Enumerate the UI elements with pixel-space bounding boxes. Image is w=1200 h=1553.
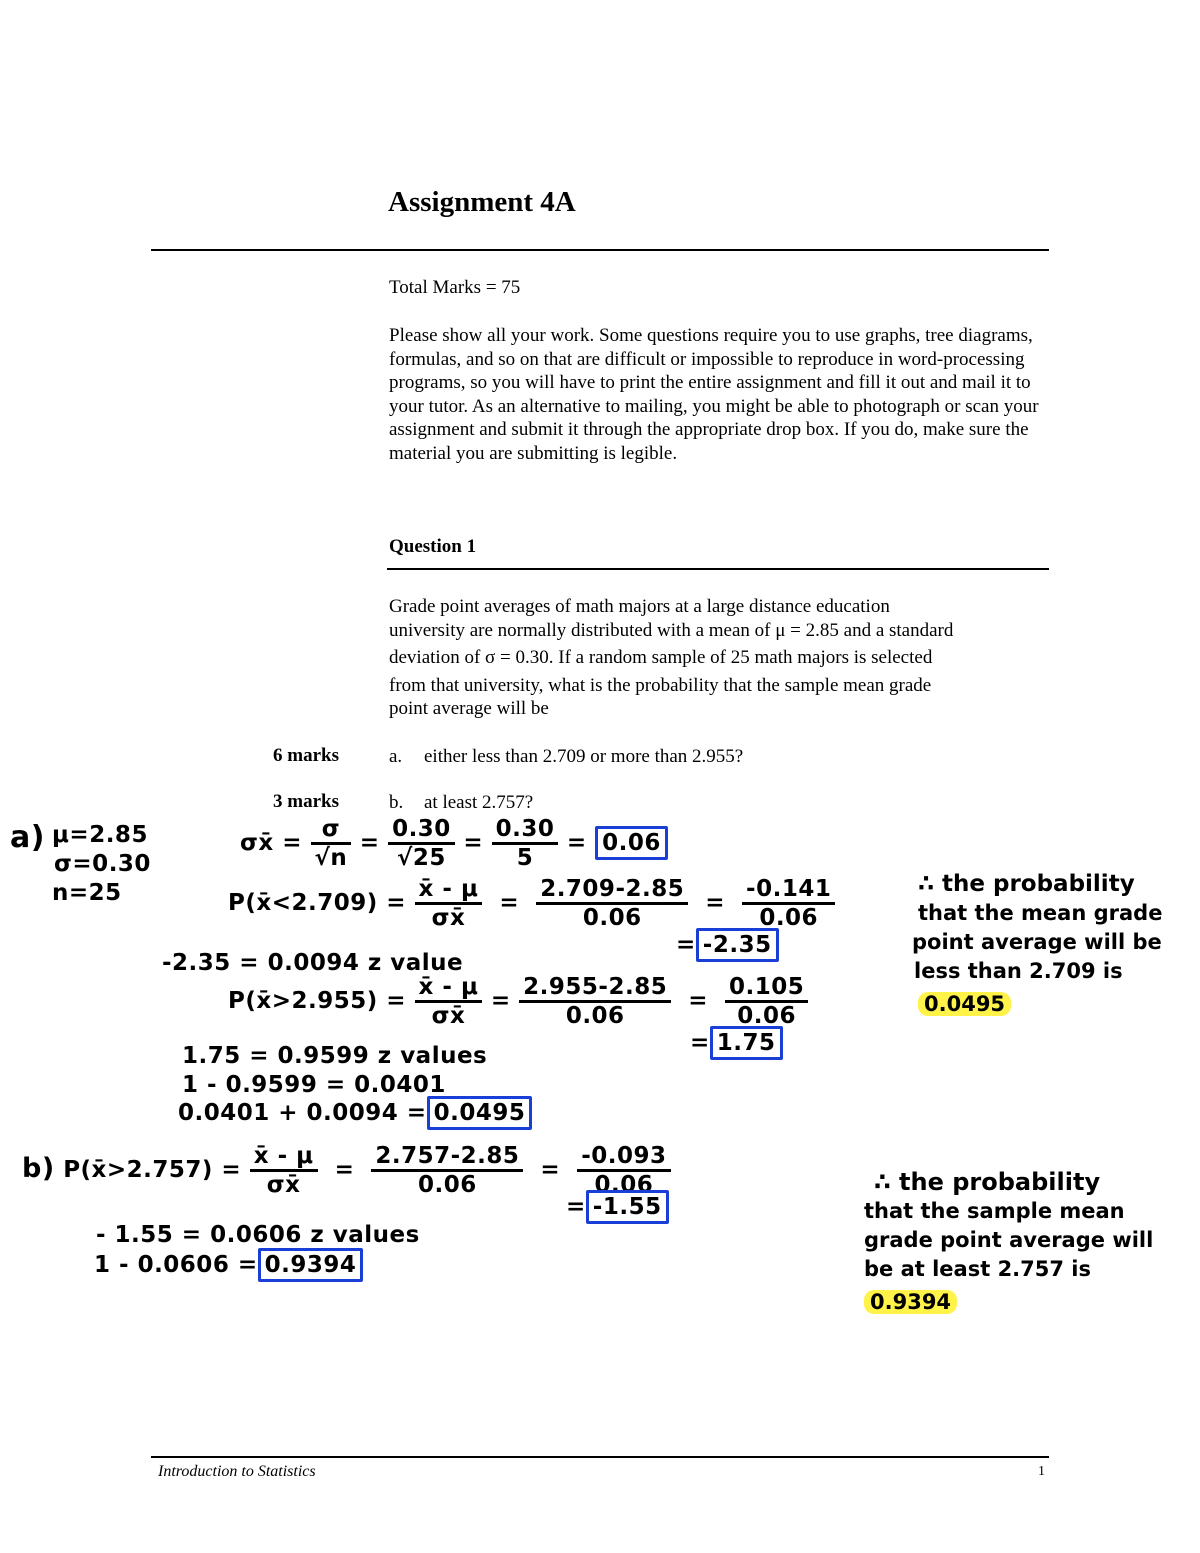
footer-page-number: 1	[1038, 1464, 1045, 1479]
question-line-3: deviation of σ = 0.30. If a random sample of 25 math majors is selected	[389, 647, 933, 668]
part-b-letter: b.	[389, 792, 404, 813]
part-b-text: at least 2.757?	[424, 792, 534, 813]
frac-den: σx̄	[431, 1003, 466, 1029]
hw-pb-line: b) P(x̄>2.757) = $\frac{x̄ - \mu}{\sigma x̄}$ = $\frac{2.757-2.85}{0.06}$ = $\frac{-0.093}{0.06}$	[22, 1143, 671, 1198]
frac-num: 2.955-2.85	[519, 974, 671, 1003]
instructions-paragraph: Please show all your work. Some questions require you to use graphs, tree diagrams, formulas, and so on that are difficult or impossible to reproduce in word-processing programs, so you will have to print the entire assignment and fill it out and mail it to your tutor. As an alternative to mailing, you might be able to photograph or scan your assignment and submit it through the appropriate drop box. If you do, make sure the material you are submitting is legible.	[389, 325, 1039, 464]
hw-zb-line-2	[94, 1252, 363, 1278]
frac-num: -0.093	[577, 1143, 670, 1172]
frac-den: 0.06	[582, 905, 642, 931]
hw-given-n: n=25	[52, 880, 122, 906]
question-heading: Question 1	[389, 536, 477, 557]
hw-sigma-frac-2	[388, 816, 455, 871]
question-line-1: Grade point averages of math majors at a large distance education	[389, 596, 890, 617]
question-line-5: point average will be	[389, 698, 549, 719]
frac-num: 2.757-2.85	[371, 1143, 523, 1172]
hw-a-note-4: less than 2.709 is	[914, 959, 1123, 983]
hw-p2-line: P(x̄>2.955) = $\frac{x̄ - \mu}{\sigma x̄}$ = $\frac{2.955-2.85}{0.06}$ = $\frac{0.105}{0.06}$	[228, 974, 808, 1029]
question-line-4: from that university, what is the probability that the sample mean grade	[389, 674, 932, 696]
hw-z-formula-3	[250, 1143, 318, 1198]
part-a-text: either less than 2.709 or more than 2.955?	[424, 746, 744, 767]
hw-a-note-2: that the mean grade	[918, 901, 1163, 925]
frac-den: 0.06	[737, 1003, 797, 1029]
hw-p1-frac	[536, 876, 688, 931]
hw-a-note-1: ∴ the probability	[918, 871, 1135, 897]
hw-sigma-x-result: 0.06	[595, 826, 668, 860]
hw-p2-result: 1.75	[710, 1026, 783, 1060]
hw-p2-result-line: = 1.75	[690, 1030, 783, 1056]
hw-a-note-answer-row	[918, 990, 1162, 1019]
footer-divider	[151, 1456, 1049, 1458]
hw-z2-line-3	[178, 1100, 532, 1126]
hw-b-note-answer: 0.9394	[864, 1290, 957, 1314]
hw-p1-lhs: P(x̄<2.709) =	[228, 890, 407, 916]
frac-den: 5	[516, 845, 534, 871]
hw-zb-line-2-text: 1 - 0.0606 =	[94, 1252, 258, 1278]
frac-den: 0.06	[759, 905, 819, 931]
hw-p2-frac	[519, 974, 671, 1029]
hw-b-note-answer-row	[864, 1288, 1153, 1317]
part-b-marks: 3 marks	[273, 791, 339, 812]
hw-sigma-frac-1	[311, 816, 352, 871]
frac-num: x̄ - μ	[415, 974, 483, 1003]
total-marks: Total Marks = 75	[389, 277, 521, 298]
hw-p1-result-line: = -2.35	[676, 932, 779, 958]
hw-a-conclusion	[912, 870, 1163, 1019]
frac-den: √25	[397, 845, 446, 871]
hw-given-sigma: σ=0.30	[54, 851, 151, 877]
frac-num: x̄ - μ	[250, 1143, 318, 1172]
question-text	[389, 595, 1049, 721]
frac-num: 0.30	[492, 816, 559, 845]
frac-den: 0.06	[418, 1172, 477, 1198]
hw-sigma-x-lhs: σx̄ =	[240, 830, 303, 856]
question-line-2: university are normally distributed with a mean of μ = 2.85 and a standard	[389, 619, 954, 641]
hw-b-note-2: that the sample mean	[864, 1199, 1125, 1223]
frac-den: σx̄	[431, 905, 466, 931]
hw-b-label: b)	[22, 1153, 55, 1184]
hw-z2-line-2: 1 - 0.9599 = 0.0401	[182, 1072, 446, 1098]
hw-a-note-3: point average will be	[912, 930, 1162, 954]
hw-p1-result: -2.35	[696, 928, 779, 962]
hw-z-formula-2	[415, 974, 483, 1029]
frac-num: -0.141	[742, 876, 835, 905]
hw-b-note-4: be at least 2.757 is	[864, 1257, 1092, 1281]
hw-pb-result-line: = -1.55	[566, 1194, 669, 1220]
hw-p2-res	[725, 974, 808, 1029]
hw-a-note-answer: 0.0495	[918, 992, 1011, 1016]
hw-zb-line-1: - 1.55 = 0.0606 z values	[96, 1222, 420, 1248]
frac-num: σ	[311, 816, 352, 845]
hw-z1-line: -2.35 = 0.0094 z value	[162, 950, 464, 976]
hw-pb-result: -1.55	[586, 1190, 669, 1224]
hw-pb-lhs: P(x̄>2.757) =	[63, 1157, 242, 1183]
hw-b-result: 0.9394	[258, 1248, 364, 1282]
footer-course: Introduction to Statistics	[158, 1463, 316, 1480]
frac-den: 0.06	[594, 1172, 654, 1198]
frac-num: 0.105	[725, 974, 808, 1003]
hw-p1-res	[742, 876, 835, 931]
hw-pb-frac	[371, 1143, 523, 1198]
part-a-letter: a.	[389, 746, 403, 767]
hw-sigma-x-line: σx̄ = $\frac{\sigma}{√n}$ = $\frac{0.30}{√25}$ = $\frac{0.30}{5}$ = 0.06	[240, 816, 668, 871]
frac-den: σx̄	[266, 1172, 301, 1198]
hw-a-label: a)	[10, 820, 45, 855]
hw-b-conclusion	[864, 1168, 1153, 1317]
frac-den: 0.06	[565, 1003, 625, 1029]
question-divider	[387, 568, 1049, 570]
hw-a-result: 0.0495	[427, 1096, 533, 1130]
hw-z-formula	[415, 876, 483, 931]
hw-b-note-3: grade point average will	[864, 1228, 1154, 1252]
hw-given-mu: μ=2.85	[52, 822, 148, 848]
frac-num: 0.30	[388, 816, 455, 845]
hw-sigma-frac-3	[492, 816, 559, 871]
frac-num: 2.709-2.85	[536, 876, 688, 905]
page-title: Assignment 4A	[388, 186, 576, 218]
hw-p2-lhs: P(x̄>2.955) =	[228, 988, 407, 1014]
hw-p1-line: P(x̄<2.709) = $\frac{x̄ - \mu}{\sigma x̄}$ = $\frac{2.709-2.85}{0.06}$ = $\frac{-0.141}{0.06}$	[228, 876, 835, 931]
hw-z2-line-1: 1.75 = 0.9599 z values	[182, 1043, 488, 1069]
hw-b-note-1: ∴ the probability	[874, 1168, 1101, 1196]
hw-z2-line-3-text: 0.0401 + 0.0094 =	[178, 1100, 427, 1126]
frac-den: √n	[314, 845, 348, 871]
frac-num: x̄ - μ	[415, 876, 483, 905]
part-a-marks: 6 marks	[273, 745, 339, 766]
title-divider	[151, 249, 1049, 251]
